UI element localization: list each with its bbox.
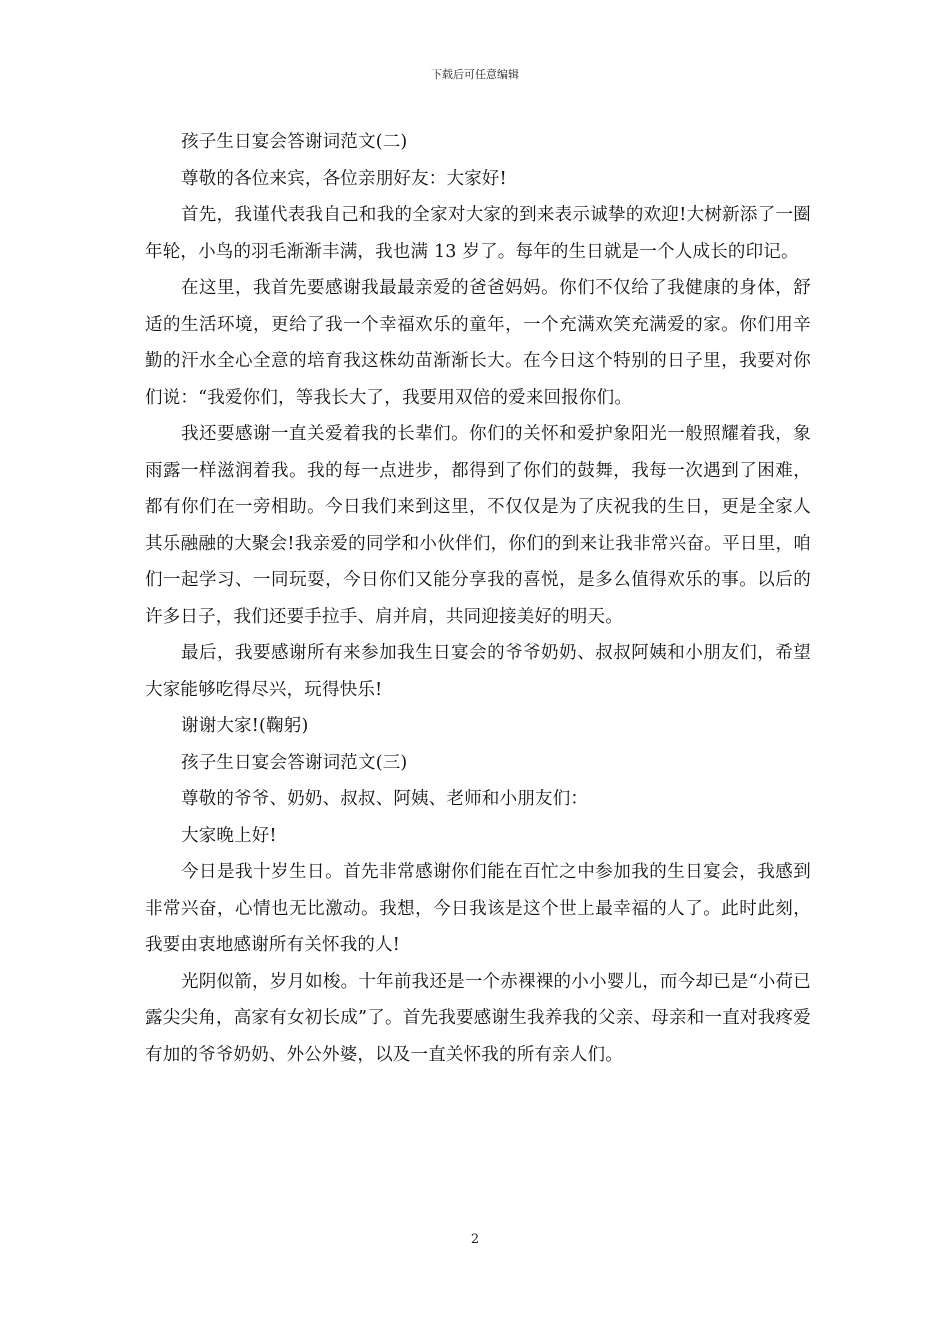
page-number: 2 xyxy=(470,1232,480,1247)
section-title: 孩子生日宴会答谢词范文(二) xyxy=(181,132,408,152)
body-paragraph: 今日是我十岁生日。首先非常感谢你们能在百忙之中参加我的生日宴会，我感到非常兴奋，心情也无比激动。我想，今日我该是这个世上最幸福的人了。此时此刻，我要由衷地感谢所有关怀我的人! xyxy=(145,862,811,955)
body-paragraph: 首先，我谨代表我自己和我的全家对大家的到来表示诚挚的欢迎!大树新添了一圈年轮，小鸟的羽毛渐渐丰满，我也满 13 岁了。每年的生日就是一个人成长的印记。 xyxy=(145,205,811,262)
page-header: 下载后可任意编辑 xyxy=(431,68,519,81)
greeting: 大家晚上好! xyxy=(181,825,277,846)
body-paragraph: 在这里，我首先要感谢我最最亲爱的爸爸妈妈。你们不仅给了我健康的身体，舒适的生活环境，更给了我一个幸福欢乐的童年，一个充满欢笑充满爱的家。你们用辛勤的汗水全心全意的培育我这株幼苗渐渐长大。在今日这个特别的日子里，我要对你们说：“我爱你们，等我长大了，我要用双倍的爱来回报你们。 xyxy=(145,278,811,408)
body-paragraph: 光阴似箭，岁月如梭。十年前我还是一个赤裸裸的小小婴儿，而今却已是“小荷已露尖尖角，高家有女初长成”了。首先我要感谢生我养我的父亲、母亲和一直对我疼爱有加的爷爷奶奶、外公外婆，以及一直关怀我的所有亲人们。 xyxy=(145,971,811,1065)
greeting: 尊敬的各位来宾，各位亲朋好友：大家好! xyxy=(181,168,507,189)
body-paragraph: 我还要感谢一直关爱着我的长辈们。你们的关怀和爱护象阳光一般照耀着我，象雨露一样滋润着我。我的每一点进步，都得到了你们的鼓舞，我每一次遇到了困难，都有你们在一旁相助。今日我们来到这里，不仅仅是为了庆祝我的生日，更是全家人其乐融融的大聚会!我亲爱的同学和小伙伴们，你们的到来让我非常兴奋。平日里，咱们一起学习、一同玩耍，今日你们又能分享我的喜悦，是多么值得欢乐的事。以后的许多日子，我们还要手拉手、肩并肩，共同迎接美好的明天。 xyxy=(145,424,811,627)
greeting: 尊敬的爷爷、奶奶、叔叔、阿姨、老师和小朋友们： xyxy=(181,789,589,809)
section-title: 孩子生日宴会答谢词范文(三) xyxy=(181,752,408,773)
closing-line: 谢谢大家!(鞠躬) xyxy=(181,716,309,736)
body-paragraph: 最后，我要感谢所有来参加我生日宴会的爷爷奶奶、叔叔阿姨和小朋友们，希望大家能够吃得尽兴，玩得快乐! xyxy=(145,643,811,700)
document-body xyxy=(145,124,811,1073)
